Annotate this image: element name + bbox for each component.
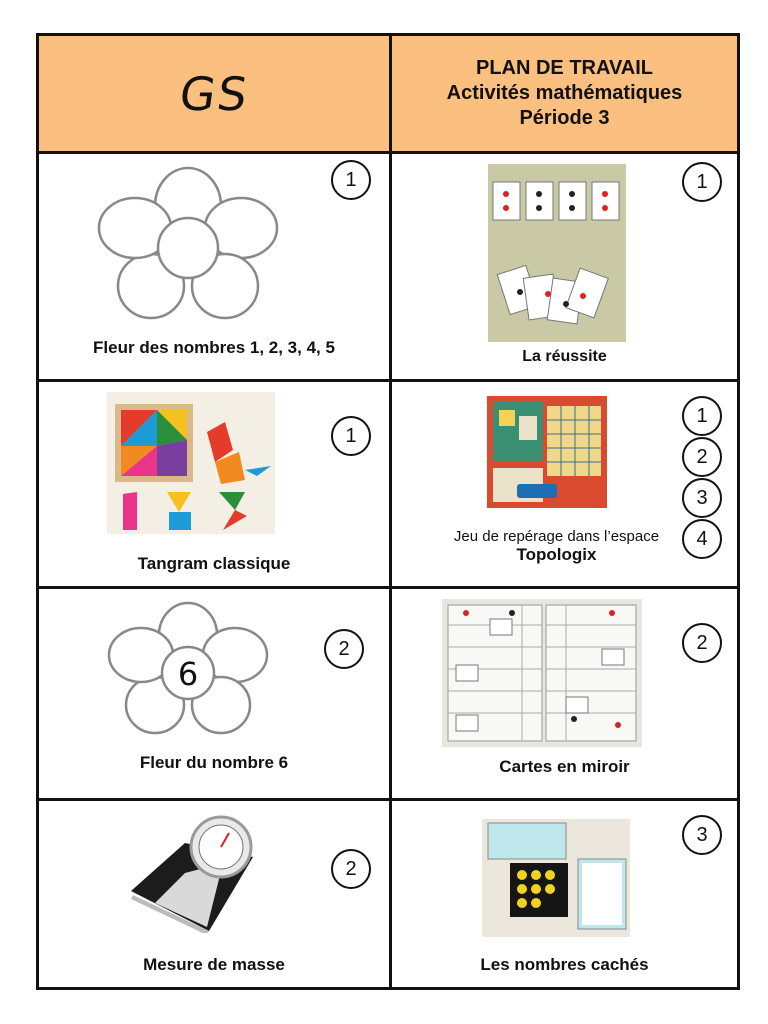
column-divider	[389, 36, 392, 987]
activity-label: Tangram classique	[137, 554, 291, 573]
activity-cell-mesure-masse	[39, 801, 389, 987]
class-label: GS	[175, 66, 253, 121]
level-badge: 3	[682, 478, 722, 518]
mirror-cards-photo	[442, 599, 642, 747]
activity-description: Jeu de repérage dans l’espace	[453, 528, 660, 545]
flower-center-number: 6	[177, 655, 199, 693]
activity-cell-fleur-nombres	[39, 154, 389, 379]
header-class-cell	[39, 36, 389, 151]
level-badge: 4	[682, 519, 722, 559]
level-badge: 1	[331, 416, 371, 456]
level-badge: 2	[331, 849, 371, 889]
level-badge: 1	[331, 160, 371, 200]
activity-cell-reussite	[392, 154, 737, 379]
activity-label: Les nombres cachés	[480, 955, 649, 974]
bathroom-scale-icon	[125, 813, 259, 933]
level-badge: 2	[682, 437, 722, 477]
level-badge: 2	[682, 623, 722, 663]
activity-cell-topologix	[392, 382, 737, 586]
activity-label: Fleur des nombres 1, 2, 3, 4, 5	[93, 338, 335, 357]
activity-label: Topologix	[516, 545, 597, 564]
header-title-cell	[392, 36, 737, 151]
activity-cell-fleur-six	[39, 589, 389, 798]
plan-title: PLAN DE TRAVAIL	[475, 57, 654, 79]
level-badge: 1	[682, 162, 722, 202]
flower-number-icon	[103, 601, 273, 741]
level-badge: 1	[682, 396, 722, 436]
activity-cell-tangram	[39, 382, 389, 586]
playing-cards-photo	[488, 164, 626, 342]
row-divider	[39, 151, 737, 154]
activity-label: Fleur du nombre 6	[139, 753, 289, 772]
row-divider	[39, 586, 737, 589]
activity-label: Cartes en miroir	[499, 757, 630, 776]
activity-label: Mesure de masse	[143, 955, 285, 974]
topologix-box-photo	[487, 396, 607, 508]
activity-label: La réussite	[522, 348, 607, 365]
tangram-photo	[107, 392, 275, 534]
activity-cell-nombres-caches	[392, 801, 737, 987]
level-badge: 2	[324, 629, 364, 669]
activity-cell-cartes-miroir	[392, 589, 737, 798]
plan-subtitle: Activités mathématiques	[446, 82, 683, 104]
row-divider	[39, 798, 737, 801]
plan-period: Période 3	[519, 107, 610, 129]
hidden-numbers-photo	[482, 819, 630, 937]
work-plan-table	[36, 33, 740, 990]
row-divider	[39, 379, 737, 382]
level-badge: 3	[682, 815, 722, 855]
flower-outline-icon	[93, 166, 283, 326]
